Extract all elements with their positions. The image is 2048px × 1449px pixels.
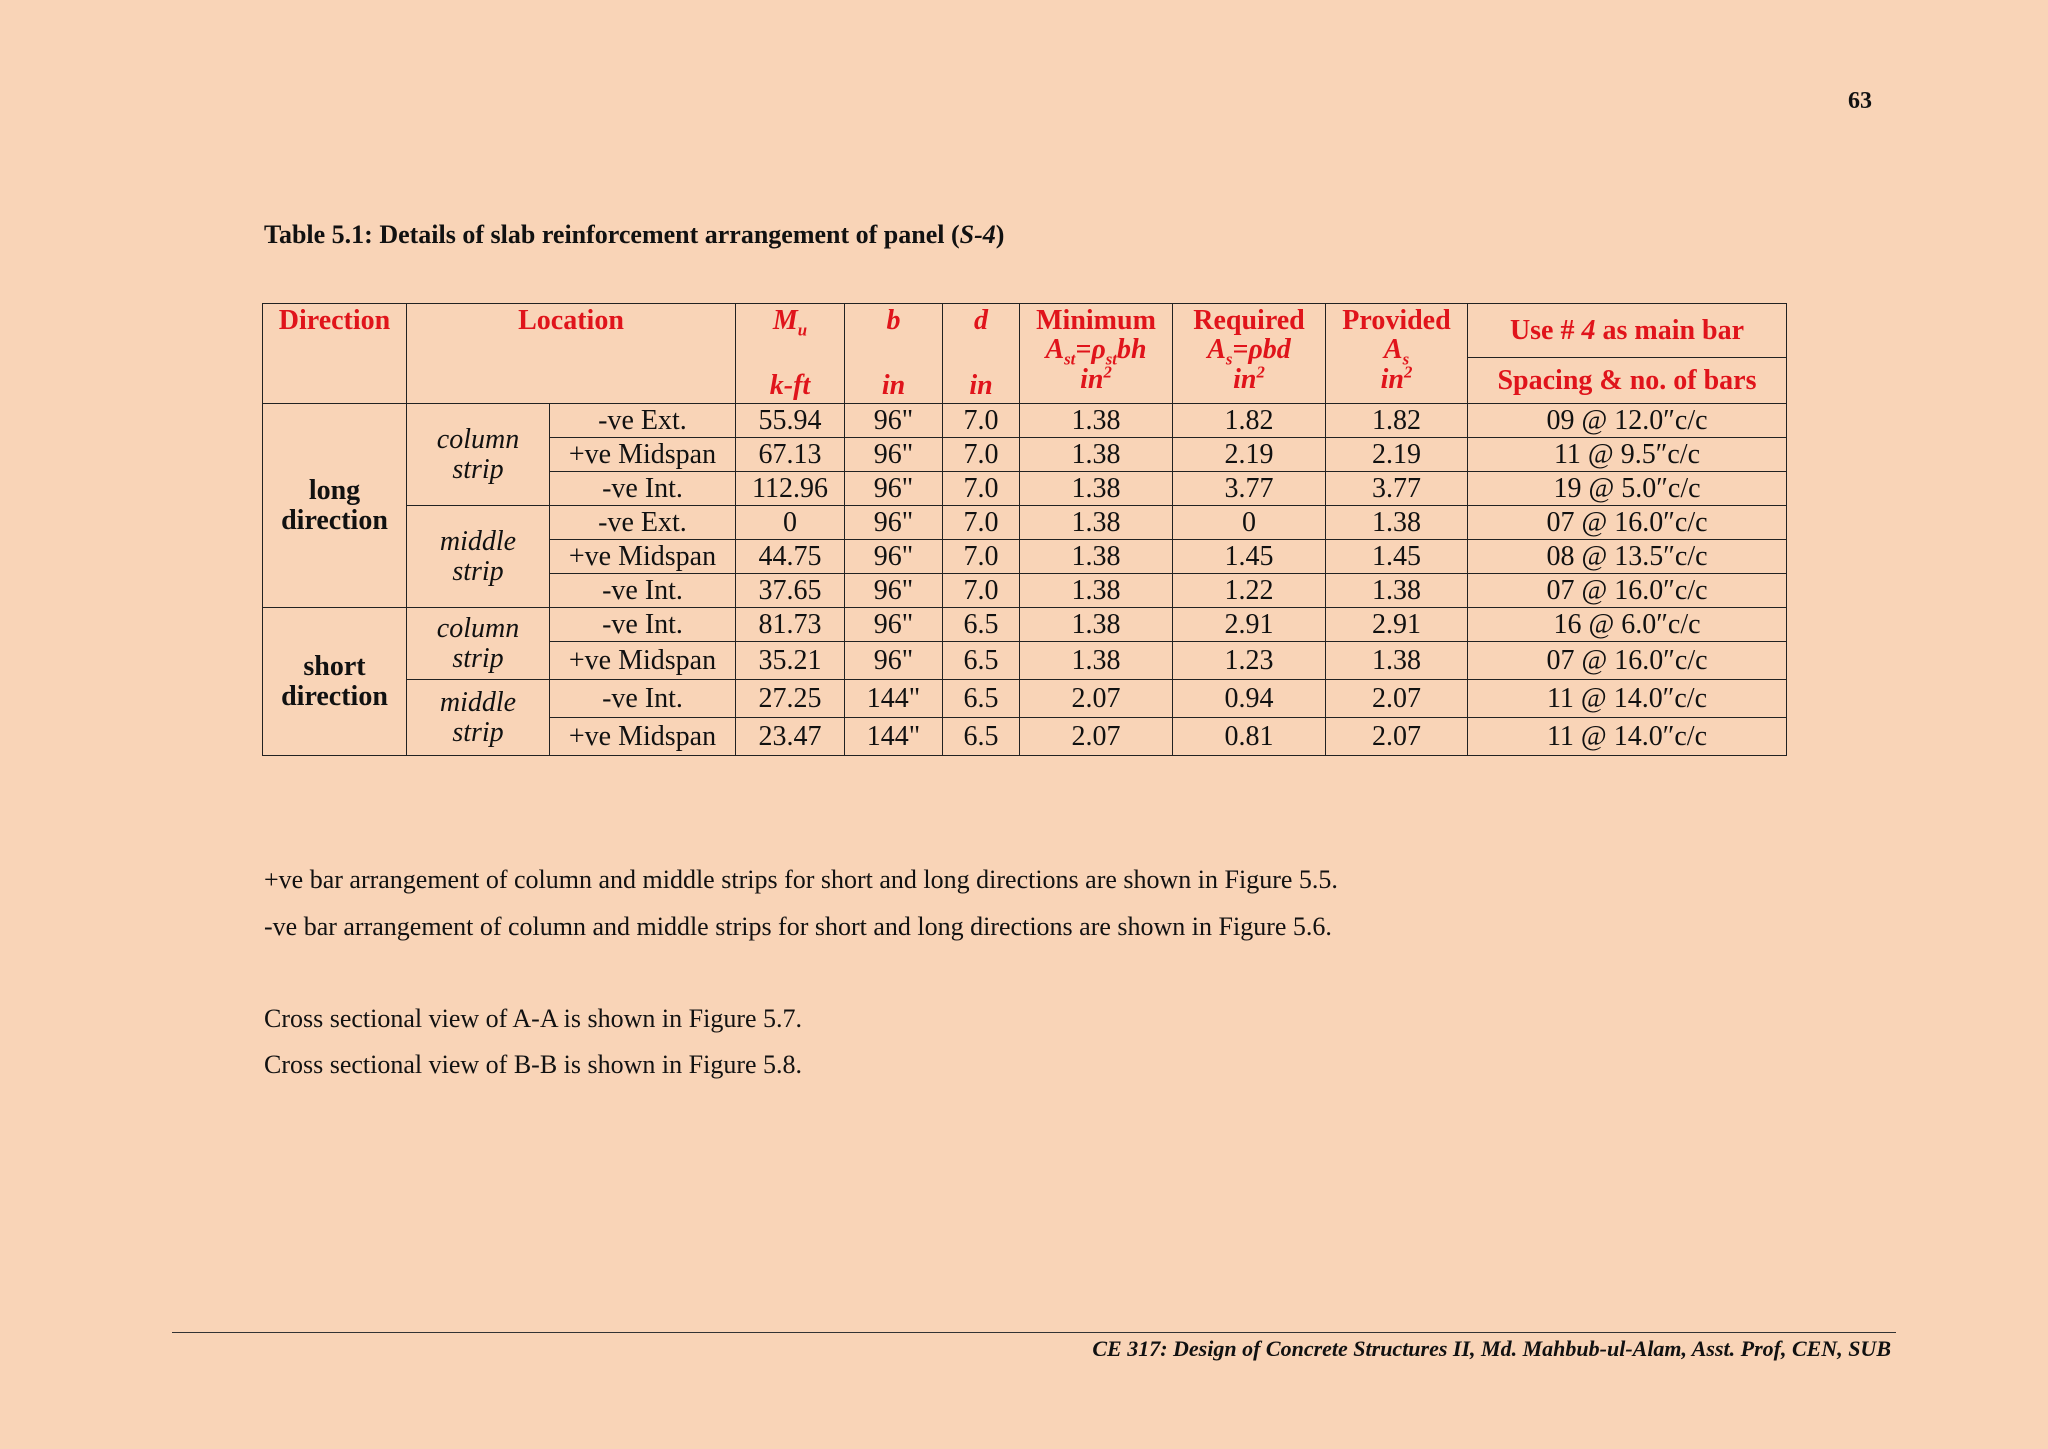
header-provided: Provided $A_s$ $in^2$ <box>1326 304 1468 404</box>
req-cell: 1.23 <box>1173 642 1326 680</box>
paragraph-positive-bars: +ve bar arrangement of column and middle strips for short and long directions are shown in Figure 5.5. <box>264 865 1338 894</box>
b-cell: 96" <box>845 608 943 642</box>
mu-cell: 27.25 <box>736 680 845 718</box>
table-body <box>263 404 1787 756</box>
location-cell: -ve Int. <box>550 472 736 506</box>
header-d: d in <box>943 304 1020 404</box>
direction-cell: short direction <box>263 608 407 756</box>
d-cell: 7.0 <box>943 404 1020 438</box>
location-cell: -ve Int. <box>550 680 736 718</box>
header-minimum: Minimum $A_{st}=\rho_{st}bh$ $in^2$ <box>1020 304 1173 404</box>
caption-prefix: Table 5.1: Details of slab reinforcement arrangement of panel ( <box>264 220 960 249</box>
mu-cell: 55.94 <box>736 404 845 438</box>
header-location: Location <box>407 304 736 404</box>
mu-cell: 67.13 <box>736 438 845 472</box>
location-cell: -ve Ext. <box>550 404 736 438</box>
d-cell: 7.0 <box>943 574 1020 608</box>
d-cell: 6.5 <box>943 680 1020 718</box>
header-direction: Direction <box>263 304 407 404</box>
req-cell: 0 <box>1173 506 1326 540</box>
header-spacing: Spacing & no. of bars <box>1468 358 1787 404</box>
prov-cell: 2.07 <box>1326 680 1468 718</box>
min-cell: 2.07 <box>1020 680 1173 718</box>
min-cell: 1.38 <box>1020 574 1173 608</box>
req-cell: 2.19 <box>1173 438 1326 472</box>
prov-cell: 2.19 <box>1326 438 1468 472</box>
location-cell: -ve Ext. <box>550 506 736 540</box>
min-cell: 1.38 <box>1020 472 1173 506</box>
strip-cell: middle strip <box>407 680 550 756</box>
min-cell: 1.38 <box>1020 404 1173 438</box>
spacing-cell: 11 @ 14.0″c/c <box>1468 680 1787 718</box>
d-cell: 6.5 <box>943 608 1020 642</box>
spacing-cell: 07 @ 16.0″c/c <box>1468 506 1787 540</box>
b-cell: 96" <box>845 574 943 608</box>
spacing-cell: 09 @ 12.0″c/c <box>1468 404 1787 438</box>
min-cell: 1.38 <box>1020 642 1173 680</box>
b-cell: 96" <box>845 438 943 472</box>
location-cell: +ve Midspan <box>550 718 736 756</box>
table-row <box>263 608 1787 642</box>
d-cell: 7.0 <box>943 540 1020 574</box>
table-row <box>263 506 1787 540</box>
location-cell: -ve Int. <box>550 608 736 642</box>
table-caption <box>264 220 1004 250</box>
d-cell: 7.0 <box>943 438 1020 472</box>
b-cell: 96" <box>845 472 943 506</box>
table-row <box>263 680 1787 718</box>
min-cell: 1.38 <box>1020 540 1173 574</box>
b-cell: 144" <box>845 718 943 756</box>
reinforcement-table <box>262 303 1787 756</box>
mu-cell: 112.96 <box>736 472 845 506</box>
paragraph-negative-bars: -ve bar arrangement of column and middle strips for short and long directions are shown in Figure 5.6. <box>264 912 1332 941</box>
header-b: b in <box>845 304 943 404</box>
footer-text: CE 317: Design of Concrete Structures II, Md. Mahbub-ul-Alam, Asst. Prof, CEN, SUB <box>1092 1336 1891 1361</box>
header-mu: $M_u$ k-ft <box>736 304 845 404</box>
prov-cell: 1.82 <box>1326 404 1468 438</box>
req-cell: 0.81 <box>1173 718 1326 756</box>
mu-cell: 37.65 <box>736 574 845 608</box>
mu-cell: 0 <box>736 506 845 540</box>
prov-cell: 2.07 <box>1326 718 1468 756</box>
strip-cell: middle strip <box>407 506 550 608</box>
req-cell: 1.82 <box>1173 404 1326 438</box>
location-cell: +ve Midspan <box>550 438 736 472</box>
header-required: Required $A_s=\rho bd$ $in^2$ <box>1173 304 1326 404</box>
paragraph-section-aa: Cross sectional view of A-A is shown in Figure 5.7. <box>264 1004 803 1033</box>
spacing-cell: 07 @ 16.0″c/c <box>1468 574 1787 608</box>
mu-cell: 44.75 <box>736 540 845 574</box>
caption-suffix: ) <box>995 220 1005 249</box>
page-number: 63 <box>1848 88 1872 114</box>
d-cell: 7.0 <box>943 506 1020 540</box>
req-cell: 1.45 <box>1173 540 1326 574</box>
mu-cell: 23.47 <box>736 718 845 756</box>
b-cell: 96" <box>845 540 943 574</box>
location-cell: -ve Int. <box>550 574 736 608</box>
min-cell: 1.38 <box>1020 506 1173 540</box>
b-cell: 96" <box>845 506 943 540</box>
mu-cell: 81.73 <box>736 608 845 642</box>
direction-cell: long direction <box>263 404 407 608</box>
spacing-cell: 11 @ 14.0″c/c <box>1468 718 1787 756</box>
spacing-cell: 16 @ 6.0″c/c <box>1468 608 1787 642</box>
spacing-cell: 11 @ 9.5″c/c <box>1468 438 1787 472</box>
d-cell: 7.0 <box>943 472 1020 506</box>
spacing-cell: 19 @ 5.0″c/c <box>1468 472 1787 506</box>
b-cell: 144" <box>845 680 943 718</box>
prov-cell: 1.38 <box>1326 642 1468 680</box>
b-cell: 96" <box>845 404 943 438</box>
b-cell: 96" <box>845 642 943 680</box>
location-cell: +ve Midspan <box>550 642 736 680</box>
prov-cell: 1.38 <box>1326 574 1468 608</box>
mu-cell: 35.21 <box>736 642 845 680</box>
caption-panel: S-4 <box>959 220 996 249</box>
prov-cell: 1.45 <box>1326 540 1468 574</box>
paragraph-section-bb: Cross sectional view of B-B is shown in Figure 5.8. <box>264 1050 803 1079</box>
min-cell: 1.38 <box>1020 438 1173 472</box>
spacing-cell: 07 @ 16.0″c/c <box>1468 642 1787 680</box>
d-cell: 6.5 <box>943 718 1020 756</box>
min-cell: 2.07 <box>1020 718 1173 756</box>
location-cell: +ve Midspan <box>550 540 736 574</box>
header-use-main-bar: Use # 4 as main bar <box>1468 304 1787 358</box>
strip-cell: column strip <box>407 608 550 680</box>
prov-cell: 2.91 <box>1326 608 1468 642</box>
d-cell: 6.5 <box>943 642 1020 680</box>
req-cell: 0.94 <box>1173 680 1326 718</box>
prov-cell: 3.77 <box>1326 472 1468 506</box>
table-row <box>263 404 1787 438</box>
footer-rule <box>172 1332 1896 1333</box>
spacing-cell: 08 @ 13.5″c/c <box>1468 540 1787 574</box>
min-cell: 1.38 <box>1020 608 1173 642</box>
strip-cell: column strip <box>407 404 550 506</box>
req-cell: 3.77 <box>1173 472 1326 506</box>
req-cell: 2.91 <box>1173 608 1326 642</box>
prov-cell: 1.38 <box>1326 506 1468 540</box>
req-cell: 1.22 <box>1173 574 1326 608</box>
